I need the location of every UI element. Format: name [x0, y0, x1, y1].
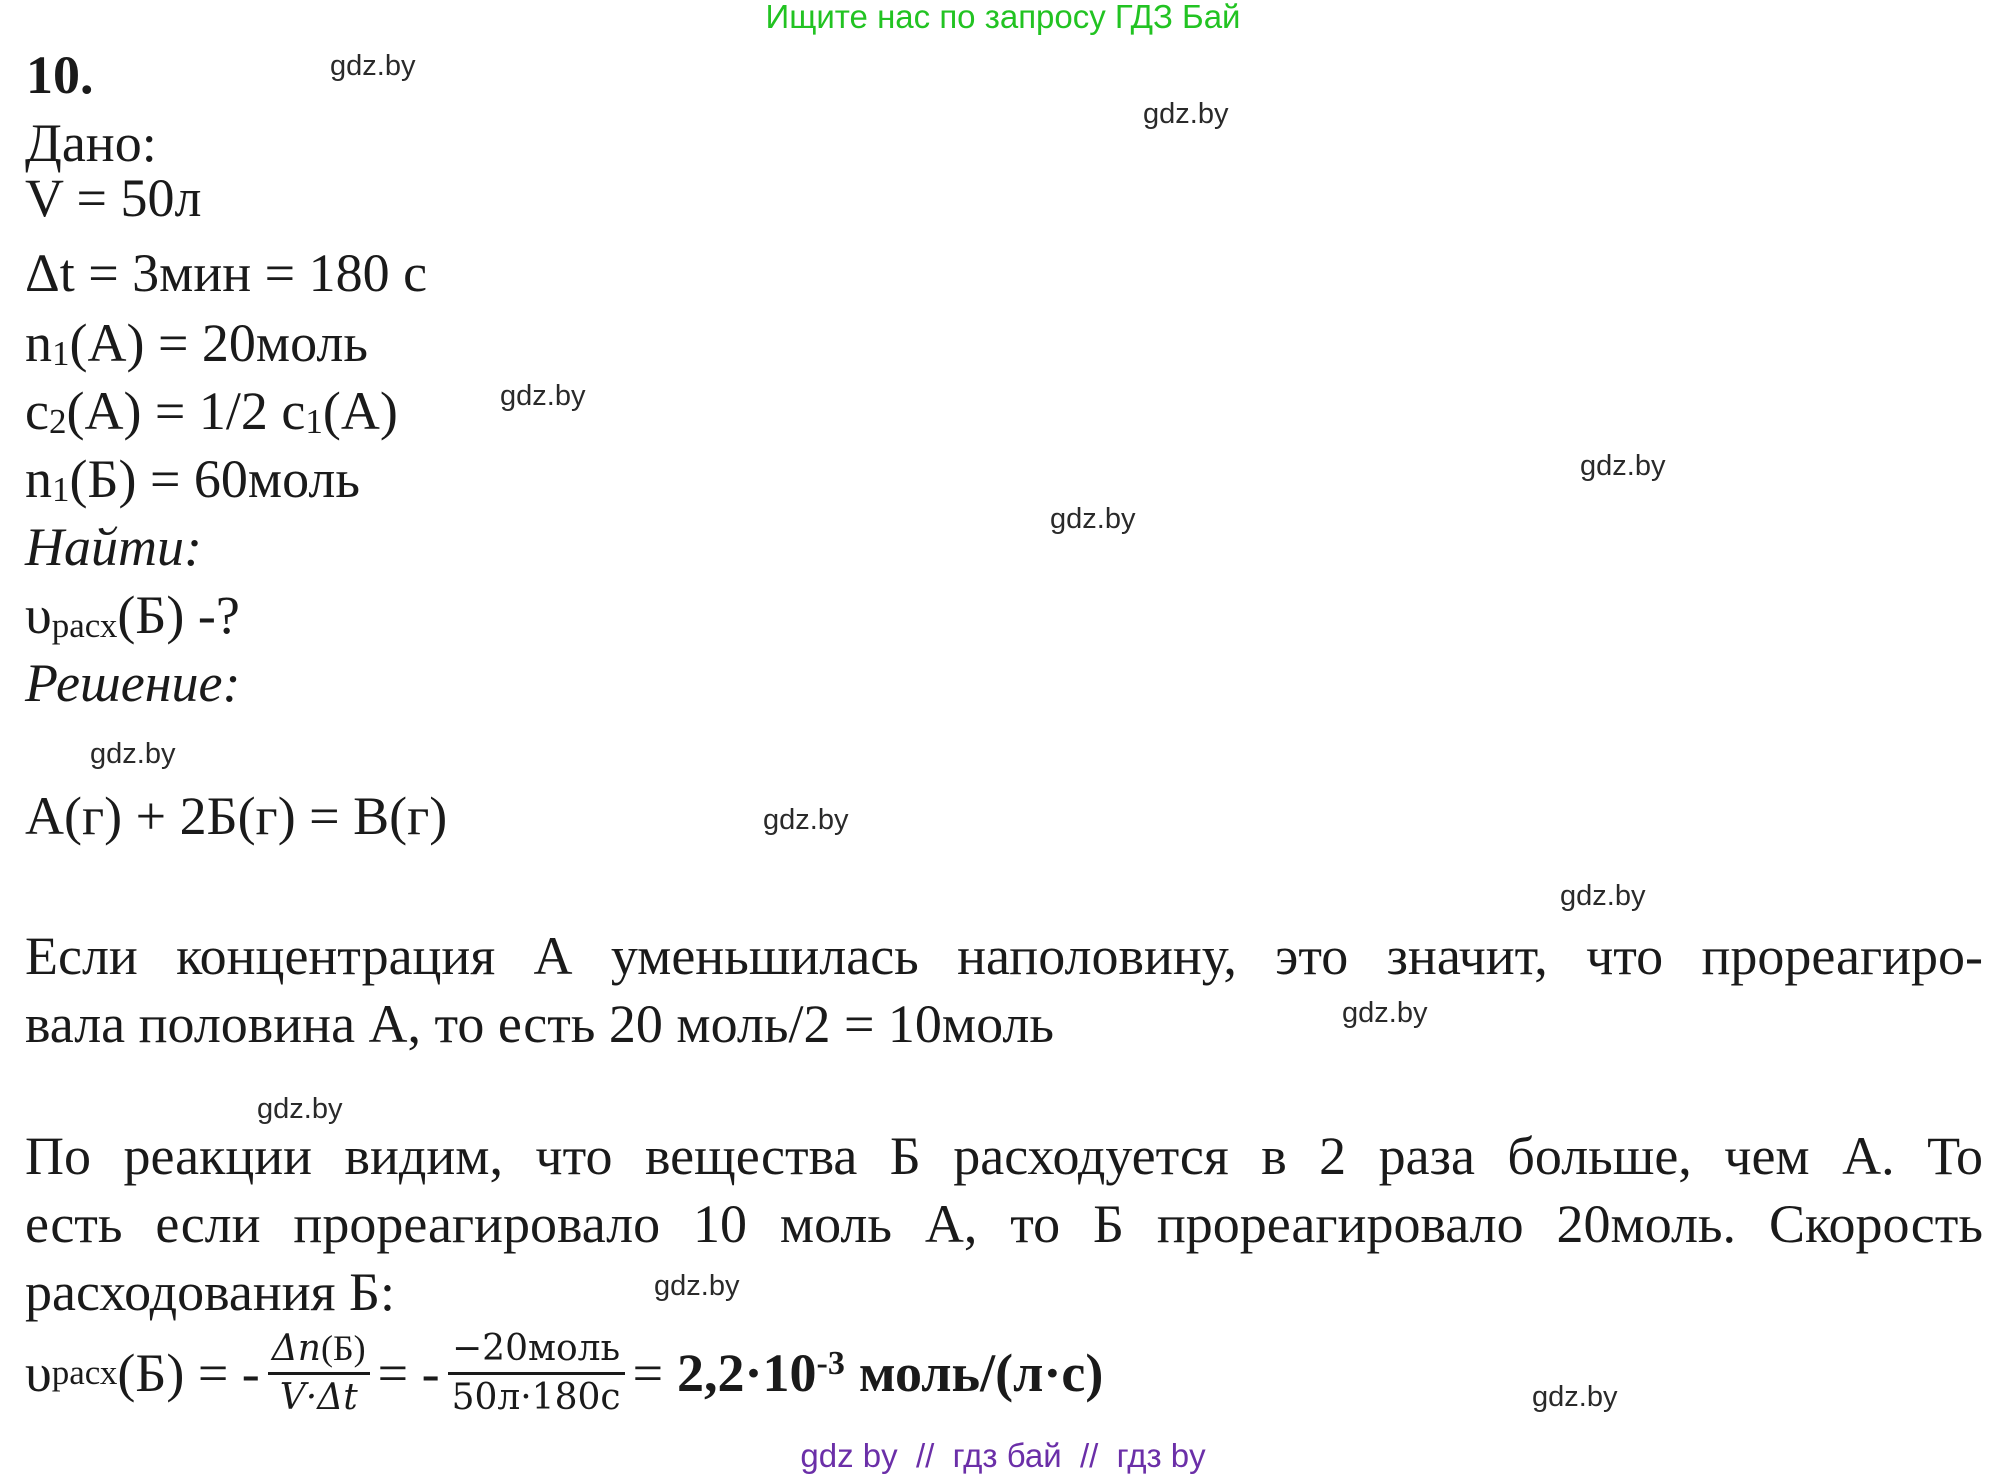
given-n1-a: n1(А) = 20моль — [25, 313, 368, 374]
find-target: υрасх(Б) -? — [25, 585, 240, 646]
paragraph-2 — [25, 1122, 1983, 1326]
find-label: Найти: — [25, 517, 202, 577]
watermark: gdz.by — [257, 1093, 343, 1125]
watermark: gdz.by — [763, 804, 849, 836]
watermark: gdz.by — [1143, 98, 1229, 130]
watermark: gdz.by — [1560, 880, 1646, 912]
paragraph-2-line: расходования Б: — [25, 1262, 395, 1322]
fraction-definition: $\frac{\Delta n(Б)}{V\cdot\Delta t}$ — [268, 1325, 370, 1421]
fraction-values: $\frac{\text{−20моль}}{50л\cdot 180с}$ — [448, 1326, 625, 1421]
rate-formula: υ расх (Б) = - $\frac{\Delta n(Б)}{V\cdot\Delta t}$ = - $\frac{\text{−20моль}}{50л\cdot 180с}$ = $2,2\cdot 10^{-3}$ моль/(л·с) — [25, 1318, 1103, 1428]
reaction-equation: А(г) + 2Б(г) = В(г) — [25, 786, 448, 846]
footer-links: gdz by // гдз бай // гдз by — [800, 1437, 1206, 1474]
watermark: gdz.by — [330, 50, 416, 82]
paragraph-1 — [25, 922, 1983, 1058]
top-banner: Ищите нас по запросу ГДЗ Бай — [765, 0, 1241, 35]
watermark: gdz.by — [1342, 997, 1428, 1029]
given-time: Δt = 3мин = 180 с — [25, 243, 428, 303]
watermark: gdz.by — [1580, 450, 1666, 482]
paragraph-1-line: вала половина А, то есть 20 моль/2 = 10моль — [25, 994, 1054, 1054]
given-volume: V = 50л — [25, 168, 202, 228]
given-label: Дано: — [25, 113, 157, 173]
watermark: gdz.by — [90, 738, 176, 770]
formula-result: $2,2\cdot 10^{-3}$ моль/(л·с) — [677, 1343, 1104, 1403]
watermark: gdz.by — [654, 1270, 740, 1302]
given-c2-a: c2(А) = 1/2 c1(А) — [25, 381, 398, 442]
paragraph-2-line: По реакции видим, что вещества Б расходуется в 2 раза больше, чем А. То — [25, 1126, 1983, 1186]
watermark: gdz.by — [500, 380, 586, 412]
watermark: gdz.by — [1532, 1381, 1618, 1413]
paragraph-2-line: есть если прореагировало 10 моль А, то Б прореагировало 20моль. Скорость — [25, 1194, 1983, 1254]
paragraph-1-line: Если концентрация А уменьшилась наполовину, это значит, что прореагиро- — [25, 926, 1983, 986]
problem-number: 10. — [26, 45, 94, 105]
watermark: gdz.by — [1050, 503, 1136, 535]
given-n1-b: n1(Б) = 60моль — [25, 449, 360, 510]
solution-label: Решение: — [25, 653, 241, 713]
